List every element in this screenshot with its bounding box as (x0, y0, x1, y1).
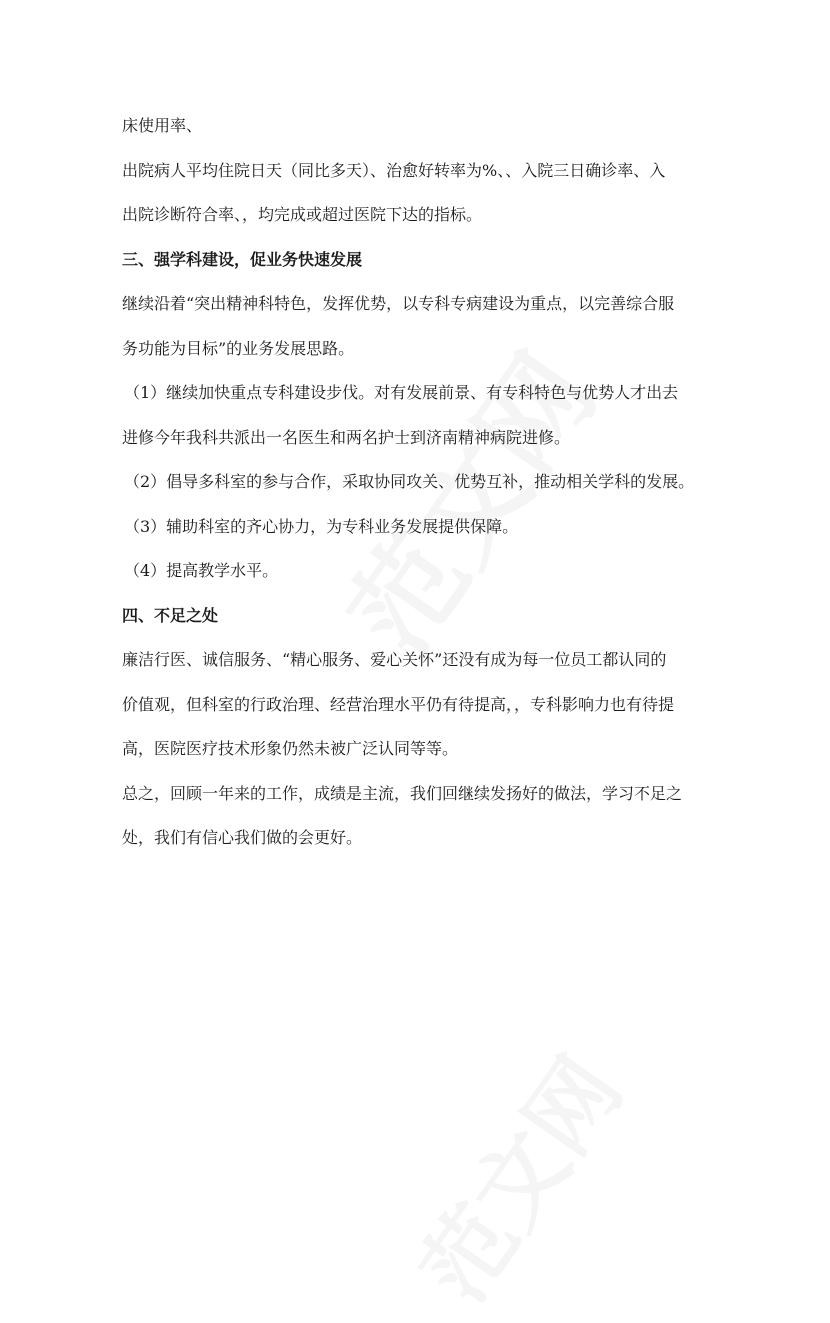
watermark-bottom (384, 1027, 645, 1323)
body-line: 进修今年我科共派出一名医生和两名护士到济南精神病院进修。 (122, 427, 571, 447)
document-body (122, 104, 712, 861)
body-line: 床使用率、 (122, 116, 203, 135)
body-line: 出院诊断符合率、，均完成或超过医院下达的指标。 (122, 205, 483, 224)
body-line: 务功能为目标”的业务发展思路。 (122, 338, 355, 358)
section-heading-4: 四、不足之处 (122, 605, 219, 625)
body-line: 高，医院医疗技术形象仍然未被广泛认同等等。 (122, 739, 459, 758)
body-line: 廉洁行医、诚信服务、“精心服务、爱心关怀”还没有成为每一位员工都认同的 (122, 650, 667, 669)
body-line: 继续沿着“突出精神科特色，发挥优势，以专科专病建设为重点，以完善综合服 (122, 294, 675, 313)
list-item-4: （4）提高教学水平。 (124, 561, 279, 580)
list-item-1: （1）继续加快重点专科建设步伐。对有发展前景、有专科特色与优势人才出去 (124, 383, 679, 402)
list-item-3: （3）辅助科室的齐心协力，为专科业务发展提供保障。 (124, 516, 519, 536)
list-item-2: （2）倡导多科室的参与合作，采取协同攻关、优势互补，推动相关学科的发展。 (124, 472, 695, 491)
body-line: 价值观，但科室的行政治理、经营治理水平仍有待提高，，专科影响力也有待提 (122, 694, 675, 714)
body-line: 处，我们有信心我们做的会更好。 (122, 828, 363, 847)
body-line: 总之，回顾一年来的工作，成绩是主流，我们回继续发扬好的做法，学习不足之 (122, 783, 683, 803)
section-heading-3: 三、强学科建设，促业务快速发展 (122, 249, 363, 269)
body-line: 出院病人平均住院日天（同比多天）、治愈好转率为%、、入院三日确诊率、入 (122, 160, 666, 180)
